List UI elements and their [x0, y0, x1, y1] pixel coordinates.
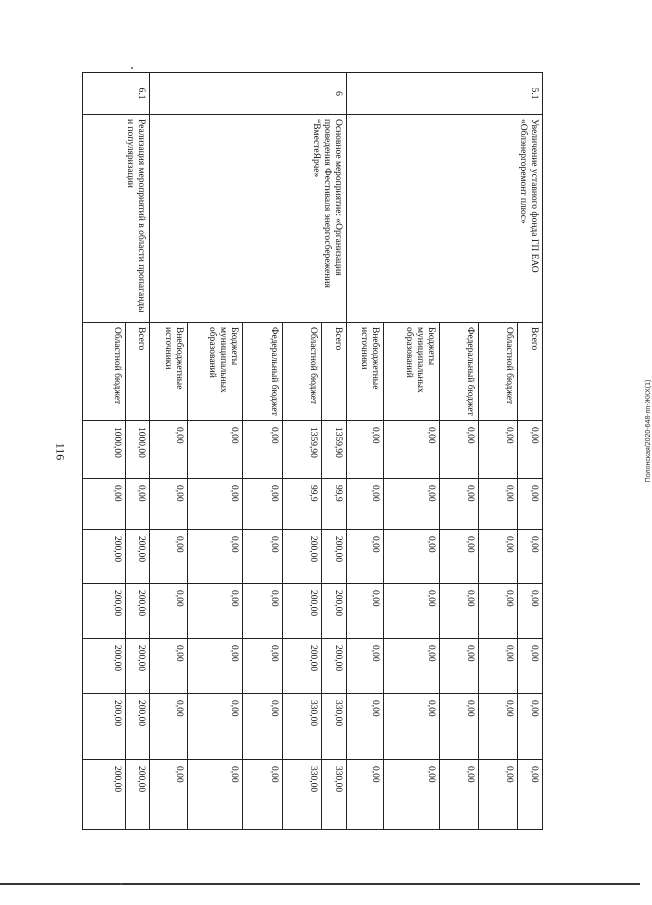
amount-cell: 0,00 [478, 694, 517, 760]
amount-cell: 200,00 [83, 584, 126, 639]
amount-cell: 330,00 [321, 760, 346, 830]
amount-cell: 0,00 [439, 421, 478, 479]
amount-cell: 0,00 [150, 421, 187, 479]
funding-source: Федеральный бюджет [439, 323, 478, 421]
amount-cell: 200,00 [125, 694, 150, 760]
event-index: 5.1 [346, 73, 542, 115]
amount-cell: 0,00 [150, 639, 187, 694]
amount-cell: 330,00 [282, 760, 321, 830]
amount-cell: 1359,90 [321, 421, 346, 479]
amount-cell: 0,00 [187, 584, 243, 639]
amount-cell: 0,00 [187, 760, 243, 830]
amount-cell: 0,00 [346, 639, 383, 694]
amount-cell: 0,00 [439, 694, 478, 760]
amount-cell: 0,00 [383, 639, 439, 694]
amount-cell: 1359,90 [282, 421, 321, 479]
amount-cell: 0,00 [150, 760, 187, 830]
event-title: Увеличение уставного фонда ГП ЕАО «Облэнергоремонт плюс» [346, 115, 542, 323]
amount-cell: 0,00 [150, 584, 187, 639]
funding-source: Областной бюджет [478, 323, 517, 421]
amount-cell: 1000,00 [83, 421, 126, 479]
table-row [518, 73, 543, 830]
amount-cell: 0,00 [383, 421, 439, 479]
amount-cell: 0,00 [518, 584, 543, 639]
amount-cell: 0,00 [478, 421, 517, 479]
amount-cell: 0,00 [187, 421, 243, 479]
amount-cell: 0,00 [383, 530, 439, 584]
amount-cell: 0,00 [439, 479, 478, 530]
amount-cell: 200,00 [282, 639, 321, 694]
amount-cell: 0,00 [150, 530, 187, 584]
amount-cell: 330,00 [282, 694, 321, 760]
funding-source: Бюджеты муниципальных образований [383, 323, 439, 421]
amount-cell: 200,00 [125, 530, 150, 584]
amount-cell: 0,00 [478, 530, 517, 584]
amount-cell: 0,00 [439, 530, 478, 584]
amount-cell: 0,00 [518, 530, 543, 584]
amount-cell: 0,00 [243, 694, 282, 760]
amount-cell: 0,00 [439, 760, 478, 830]
amount-cell: 0,00 [518, 479, 543, 530]
table-row [125, 73, 150, 830]
page-number: 116 [53, 442, 68, 461]
bottom-rule [0, 883, 640, 885]
amount-cell: 200,00 [125, 584, 150, 639]
event-title: Реализация мероприятий в области пропаганды и популяризации [83, 115, 150, 323]
amount-cell: 0,00 [478, 760, 517, 830]
amount-cell: 0,00 [187, 639, 243, 694]
amount-cell: 200,00 [125, 760, 150, 830]
amount-cell: 0,00 [187, 479, 243, 530]
amount-cell: 0,00 [383, 760, 439, 830]
event-index: 6 [150, 73, 346, 115]
amount-cell: 0,00 [346, 760, 383, 830]
amount-cell: 0,00 [518, 760, 543, 830]
amount-cell: 0,00 [243, 479, 282, 530]
amount-cell: 0,00 [243, 639, 282, 694]
amount-cell: 0,00 [125, 479, 150, 530]
funding-source: Всего [321, 323, 346, 421]
funding-source: Всего [125, 323, 150, 421]
event-title: Основное мероприятие: «Организация проведения Фестиваля энергосбережения “ВместеЯрче» [150, 115, 346, 323]
amount-cell: 99,9 [321, 479, 346, 530]
amount-cell: 0,00 [243, 760, 282, 830]
amount-cell: 0,00 [518, 694, 543, 760]
amount-cell: 0,00 [439, 584, 478, 639]
funding-source: Областной бюджет [83, 323, 126, 421]
amount-cell: 0,00 [383, 694, 439, 760]
funding-source: Внебюджетные источники [346, 323, 383, 421]
funding-source: Областной бюджет [282, 323, 321, 421]
amount-cell: 1000,00 [125, 421, 150, 479]
amount-cell: 200,00 [282, 530, 321, 584]
funding-source: Внебюджетные источники [150, 323, 187, 421]
amount-cell: 0,00 [383, 584, 439, 639]
amount-cell: 200,00 [321, 530, 346, 584]
scan-speck [131, 67, 133, 69]
amount-cell: 200,00 [282, 584, 321, 639]
amount-cell: 0,00 [518, 639, 543, 694]
amount-cell: 0,00 [187, 694, 243, 760]
amount-cell: 0,00 [518, 421, 543, 479]
amount-cell: 99,9 [282, 479, 321, 530]
amount-cell: 0,00 [478, 639, 517, 694]
table-row [321, 73, 346, 830]
amount-cell: 0,00 [150, 479, 187, 530]
budget-table-rotated [82, 72, 543, 829]
amount-cell: 330,00 [321, 694, 346, 760]
amount-cell: 0,00 [243, 421, 282, 479]
amount-cell: 200,00 [125, 639, 150, 694]
amount-cell: 0,00 [243, 584, 282, 639]
amount-cell: 0,00 [478, 479, 517, 530]
amount-cell: 0,00 [346, 584, 383, 639]
amount-cell: 200,00 [83, 760, 126, 830]
amount-cell: 200,00 [321, 584, 346, 639]
document-reference: Полонская/2020-648-пп-ЖКХ(1) [645, 379, 652, 483]
amount-cell: 0,00 [346, 694, 383, 760]
amount-cell: 200,00 [83, 530, 126, 584]
amount-cell: 0,00 [439, 639, 478, 694]
amount-cell: 0,00 [346, 530, 383, 584]
funding-source: Всего [518, 323, 543, 421]
amount-cell: 200,00 [83, 639, 126, 694]
amount-cell: 200,00 [83, 694, 126, 760]
amount-cell: 0,00 [243, 530, 282, 584]
funding-source: Бюджеты муниципальных образований [187, 323, 243, 421]
amount-cell: 0,00 [150, 694, 187, 760]
amount-cell: 0,00 [346, 421, 383, 479]
amount-cell: 0,00 [383, 479, 439, 530]
amount-cell: 0,00 [346, 479, 383, 530]
event-index: 6.1 [83, 73, 150, 115]
scan-speck [120, 883, 122, 885]
amount-cell: 200,00 [321, 639, 346, 694]
amount-cell: 0,00 [478, 584, 517, 639]
funding-source: Федеральный бюджет [243, 323, 282, 421]
budget-table [82, 72, 543, 830]
table-body [83, 73, 543, 830]
amount-cell: 0,00 [83, 479, 126, 530]
amount-cell: 0,00 [187, 530, 243, 584]
